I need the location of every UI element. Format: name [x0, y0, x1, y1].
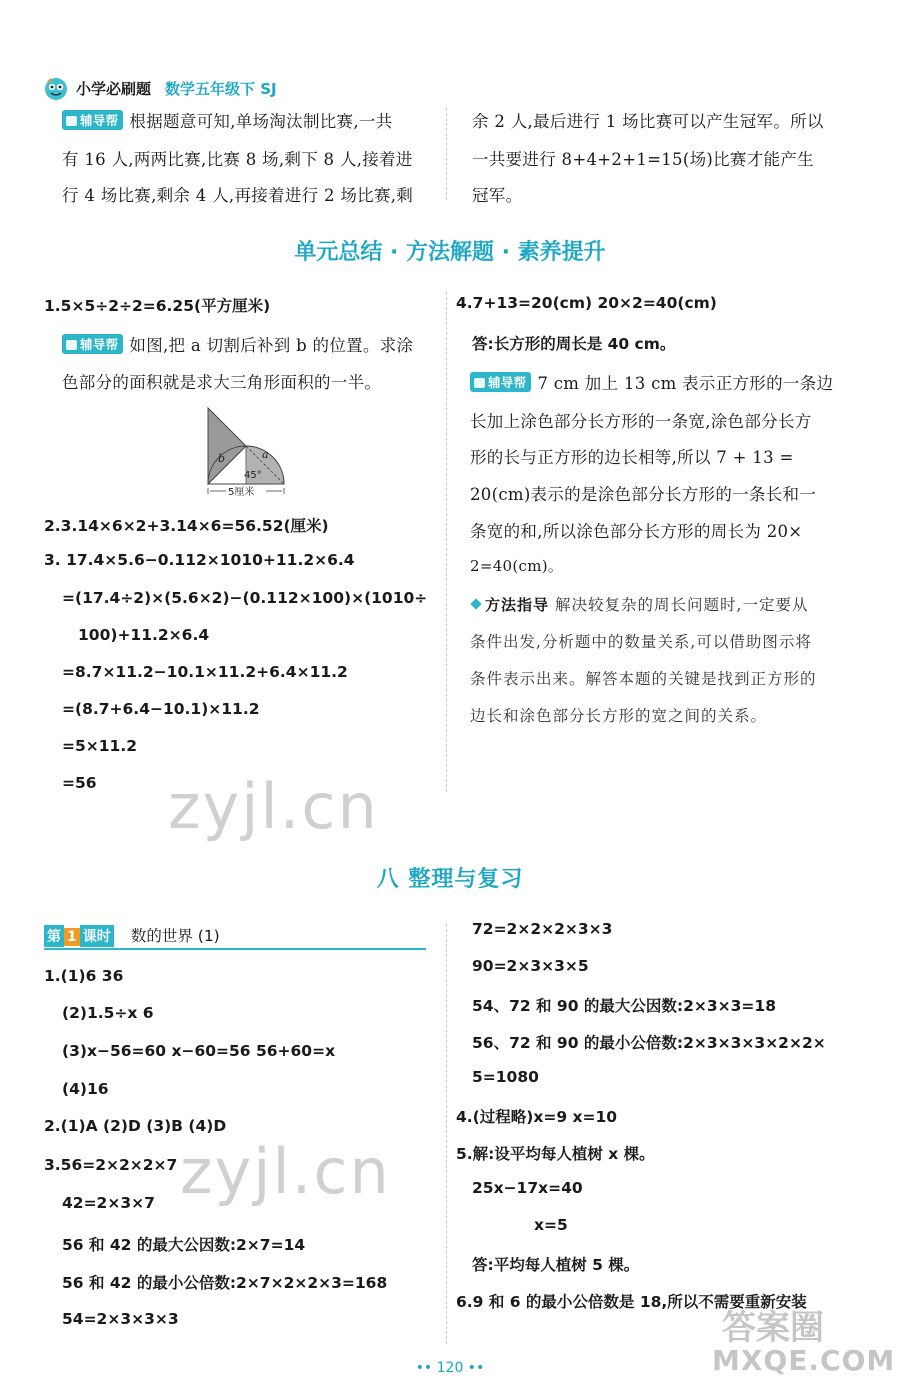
review-answer-4: 4.(过程略)x=9 x=10	[456, 1108, 618, 1126]
answer-3-line-3: 100)+11.2×6.4	[78, 626, 210, 644]
width-label: 5厘米	[228, 487, 255, 496]
method-line-4: 边长和涂色部分长方形的宽之间的关系。	[470, 707, 768, 725]
page-number: •• 120 ••	[415, 1360, 485, 1376]
column-divider	[446, 292, 447, 792]
corner-watermark-top: 答案圈	[722, 1308, 824, 1348]
answer-4-conclusion: 答:长方形的周长是 40 cm。	[472, 335, 676, 353]
top-right-line-1: 余 2 人,最后进行 1 场比赛可以产生冠军。所以	[472, 112, 824, 131]
answer-4: 4.7+13=20(cm) 20×2=40(cm)	[456, 294, 717, 312]
method-line-3: 条件表示出来。解答本题的关键是找到正方形的	[470, 670, 817, 688]
top-left-line-1: 辅导帮 根据题意可知,单场淘汰制比赛,一共	[62, 108, 393, 132]
lesson-tag: 第 1 课时	[44, 925, 114, 947]
help-book-icon	[474, 378, 485, 388]
help-badge: 辅导帮	[62, 110, 123, 130]
help-book-icon	[66, 340, 77, 350]
corner-watermark	[712, 1300, 896, 1380]
corner-watermark-bottom: MXQE.COM	[712, 1344, 896, 1377]
answer-3-line-5: =(8.7+6.4−10.1)×11.2	[62, 700, 260, 718]
help-book-icon	[66, 116, 77, 126]
mascot-logo-icon	[42, 75, 70, 101]
method-line-2: 条件出发,分析题中的数量关系,可以借助图示将	[470, 633, 812, 651]
review-answer-1-3: (3)x−56=60 x−60=56 56+60=x	[62, 1042, 336, 1060]
watermark: zyjl.cn	[180, 1135, 391, 1208]
answer-3-line-6: =5×11.2	[62, 737, 138, 755]
review-answer-1-4: (4)16	[62, 1080, 109, 1098]
review-answer-1-2: (2)1.5÷x 6	[62, 1004, 154, 1022]
lesson-title: 数的世界 (1)	[130, 927, 220, 945]
answer-3-line-2: =(17.4÷2)×(5.6×2)−(0.112×100)×(1010÷	[62, 589, 428, 607]
label-a: a	[262, 448, 269, 461]
geometry-figure	[196, 404, 296, 496]
help-4-line-6: 2=40(cm)。	[470, 557, 564, 575]
subject-title: 数学五年级下 SJ	[165, 79, 277, 98]
section-title-review: 八 整理与复习	[376, 867, 524, 892]
review-answer-3-2: 42=2×3×7	[62, 1194, 155, 1212]
review-answer-3-4: 56 和 42 的最小公倍数:2×7×2×2×3=168	[62, 1274, 388, 1292]
answer-2: 2.3.14×6×2+3.14×6=56.52(厘米)	[44, 517, 329, 535]
answer-1: 1.5×5÷2÷2=6.25(平方厘米)	[44, 297, 271, 315]
top-left-line-2: 有 16 人,两两比赛,比赛 8 场,剩下 8 人,接着进	[62, 150, 413, 169]
review-right-5: 5=1080	[472, 1068, 539, 1086]
page-header	[42, 74, 277, 102]
help-4-line-2: 长加上涂色部分长方形的一条宽,涂色部分长方	[470, 412, 812, 431]
review-answer-5-4: 答:平均每人植树 5 棵。	[472, 1256, 640, 1274]
review-answer-5-1: 5.解:设平均每人植树 x 棵。	[456, 1145, 655, 1163]
review-answer-5-3: x=5	[534, 1216, 568, 1234]
help-badge: 辅导帮	[470, 372, 531, 392]
help-1-line-2: 色部分的面积就是求大三角形面积的一半。	[62, 373, 382, 392]
method-diamond-icon	[470, 598, 481, 609]
review-answer-3-3: 56 和 42 的最大公因数:2×7=14	[62, 1236, 306, 1254]
column-divider	[446, 108, 447, 200]
section-title-summary: 单元总结 · 方法解题 · 素养提升	[294, 240, 606, 265]
review-answer-1-1: 1.(1)6 36	[44, 967, 124, 985]
label-b: b	[218, 452, 226, 465]
review-answer-5-2: 25x−17x=40	[472, 1179, 583, 1197]
brand-title: 小学必刷题	[76, 79, 152, 98]
review-answer-3-1: 3.56=2×2×2×7	[44, 1156, 178, 1174]
review-right-3: 54、72 和 90 的最大公因数:2×3×3=18	[472, 997, 776, 1015]
top-right-line-2: 一共要进行 8+4+2+1=15(场)比赛才能产生	[472, 150, 814, 169]
answer-3-line-1: 3. 17.4×5.6−0.112×1010+11.2×6.4	[44, 551, 355, 569]
help-4-line-5: 条宽的和,所以涂色部分长方形的周长为 20×	[470, 522, 803, 541]
review-answer-2: 2.(1)A (2)D (3)B (4)D	[44, 1117, 227, 1135]
angle-label: 45°	[244, 470, 262, 481]
top-right-line-3: 冠军。	[472, 186, 523, 205]
lesson-header	[44, 924, 426, 950]
method-line-1: 方法指导 解决较复杂的周长问题时,一定要从	[470, 593, 808, 615]
help-1-line-1: 辅导帮 如图,把 a 切割后补到 b 的位置。求涂	[62, 332, 413, 356]
watermark: zyjl.cn	[168, 770, 379, 843]
help-4-line-1: 辅导帮 7 cm 加上 13 cm 表示正方形的一条边	[470, 370, 833, 394]
review-right-4: 56、72 和 90 的最小公倍数:2×3×3×3×2×2×	[472, 1034, 826, 1052]
help-4-line-3: 形的长与正方形的边长相等,所以 7 + 13 =	[470, 448, 794, 467]
help-4-line-4: 20(cm)表示的是涂色部分长方形的一条长和一	[470, 485, 817, 504]
review-answer-3-5: 54=2×3×3×3	[62, 1310, 179, 1328]
answer-3-line-4: =8.7×11.2−10.1×11.2+6.4×11.2	[62, 663, 348, 681]
review-right-2: 90=2×3×3×5	[472, 957, 589, 975]
answer-3-line-7: =56	[62, 774, 97, 792]
review-answer-6: 6.9 和 6 的最小公倍数是 18,所以不需要重新安装	[456, 1293, 807, 1311]
top-left-line-3: 行 4 场比赛,剩余 4 人,再接着进行 2 场比赛,剩	[62, 186, 414, 205]
review-right-1: 72=2×2×2×3×3	[472, 920, 613, 938]
help-badge: 辅导帮	[62, 334, 123, 354]
column-divider	[446, 924, 447, 1344]
